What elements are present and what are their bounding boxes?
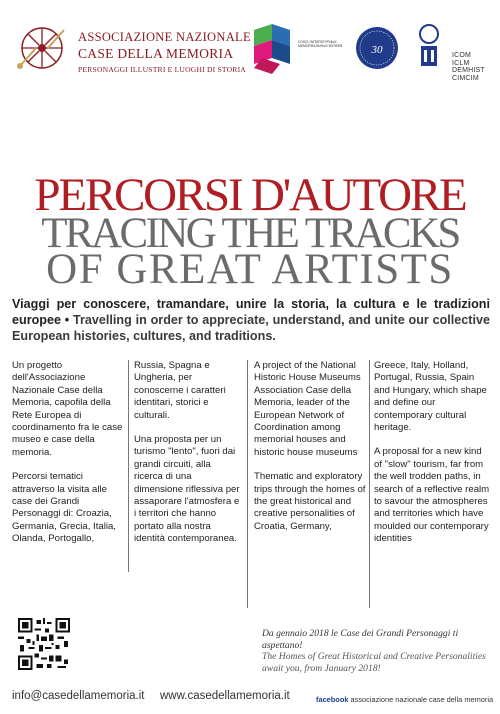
icom-line: ICOM: [452, 52, 472, 59]
facebook-link[interactable]: [316, 695, 493, 704]
org-line-1: ASSOCIAZIONE NAZIONALE: [78, 30, 251, 44]
header-logos: [0, 14, 500, 86]
column-divider: [247, 360, 248, 608]
literary-museums-logo-icon: [250, 24, 296, 74]
column-paragraph: Greece, Italy, Holland, Portugal, Russia, Spain and Hungary, which shape and define our contemporary cultural heritage.: [374, 360, 487, 434]
column-paragraph: Russia, Spagna e Ungheria, per conoscerne i caratteri identitari, storici e culturali.: [134, 360, 226, 421]
qr-code-icon[interactable]: [18, 618, 70, 670]
column-paragraph: Thematic and exploratory trips through the homes of the great historical and creative personalities of Croatia, Germany,: [254, 471, 366, 532]
column-paragraph: Una proposta per un turismo "lento", fuori dai grandi circuiti, alla ricerca di una dimensione riflessiva per assaporare l'atmosfera e i territori che hanno portato alla nostra identità contemporanea.: [134, 434, 240, 545]
title-english-line-1: TRACING THE TRACKS: [41, 210, 459, 257]
column-4: [374, 360, 490, 558]
column-1: [12, 360, 124, 558]
website-link[interactable]: www.casedellamemoria.it: [160, 690, 290, 702]
intro-english: Travelling in order to appreciate, understand, and unite our collective European histories, cultures, and traditions.: [12, 313, 490, 343]
intro-text: [12, 296, 490, 344]
column-divider: [369, 360, 370, 608]
facebook-page-name: associazione nazionale case della memoria: [350, 695, 494, 704]
column-paragraph: Un progetto dell'Associazione Nazionale Case della Memoria, capofila della Rete Europea di coordinamento fra le case museo e case della memoria.: [12, 360, 123, 458]
facebook-label: facebook: [316, 695, 349, 704]
anniversary-seal-icon: [355, 26, 399, 70]
association-logo-icon: [12, 18, 72, 78]
association-name: [78, 30, 251, 74]
column-paragraph: A proposal for a new kind of "slow" tourism, far from the well trodden paths, in search of a reflective realm to savour the atmospheres and territories which have moulded our contemporary identities: [374, 446, 490, 545]
org-line-2: CASE DELLA MEMORIA: [78, 46, 234, 61]
announcement-italian: Da gennaio 2018 le Case dei Grandi Personaggi ti aspettano!: [262, 628, 459, 651]
intro-italian: Viaggi per conoscere, tramandare, unire la storia, la cultura e le tradizioni europee: [12, 297, 490, 327]
russian-union-label: СОЮЗ ЛИТЕРАТУРНЫХ МЕМОРИАЛЬНЫХ МУЗЕЕВ: [298, 40, 343, 48]
launch-announcement: [262, 628, 494, 674]
column-paragraph: Percorsi tematici attraverso la visita alle case dei Grandi Personaggi di: Croazia, Germania, Grecia, Italia, Olanda, Portogallo,: [12, 471, 116, 545]
org-line-3: PERSONAGGI ILLUSTRI E LUOGHI DI STORIA: [78, 65, 246, 74]
title-english-line-2: OF GREAT ARTISTS: [46, 246, 454, 293]
icom-logo-icon: [412, 24, 446, 74]
column-3: [254, 360, 366, 545]
title-italian: PERCORSI D'AUTORE: [34, 169, 466, 221]
intro-separator: •: [61, 313, 74, 327]
announcement-english: The Homes of Great Historical and Creative Personalities await you, from January 2018!: [262, 651, 486, 674]
column-paragraph: A project of the National Historic House Museums Association Case della Memoria, leader of the European Network of Coordination among memorial houses and historic house museums: [254, 360, 361, 458]
contact-email-link[interactable]: info@casedellamemoria.it: [12, 690, 145, 702]
icom-committees: [452, 52, 485, 82]
icom-line: DEMHIST: [452, 67, 485, 74]
icom-line: ICLM: [452, 59, 470, 67]
column-divider: [128, 360, 129, 572]
svg-text:30: 30: [371, 44, 383, 56]
icom-line: CIMCIM: [452, 74, 479, 82]
column-2: [134, 360, 242, 558]
